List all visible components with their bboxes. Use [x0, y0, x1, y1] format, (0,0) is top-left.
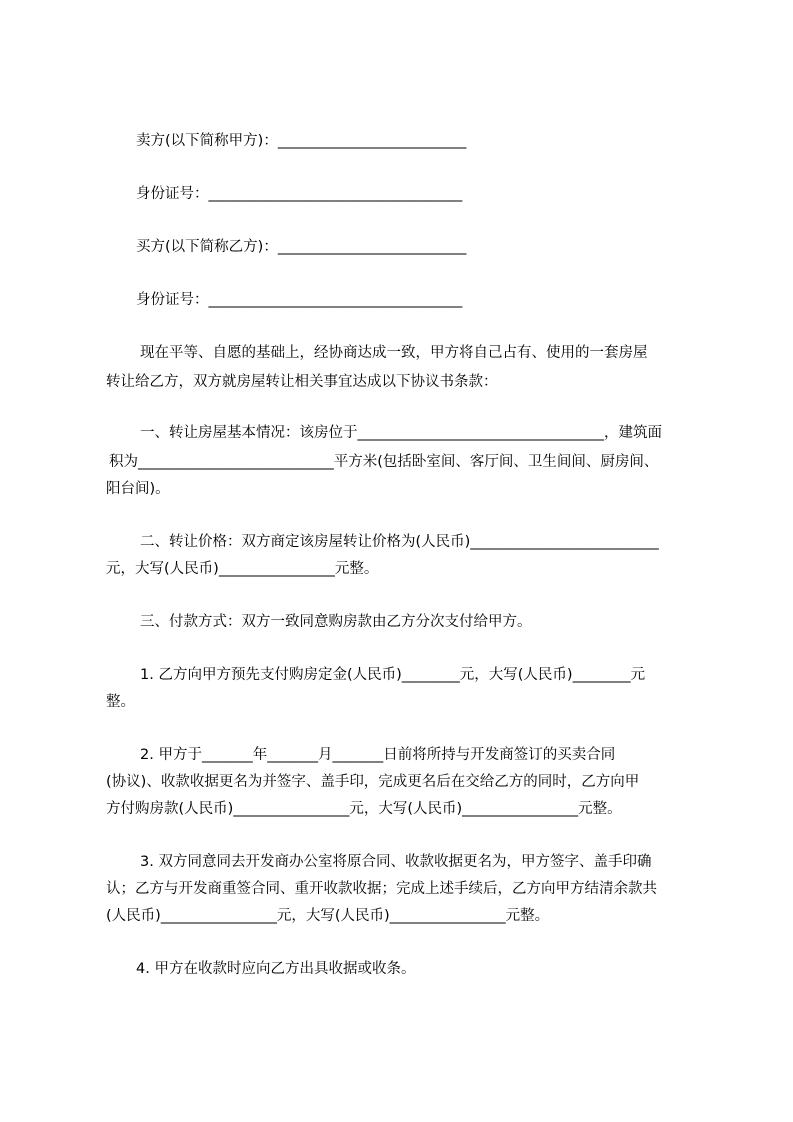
clause-1-line-2: 积为___________________________平方米(包括卧室间、客厅间、卫生间间、厨房间、	[109, 454, 659, 470]
payment-2-line-3: 方付购房款(人民币)________________元，大写(人民币)________________元整。	[106, 801, 622, 817]
payment-2-line-1: 2. 甲方于_______年_______月_______日前将所持与开发商签订的买卖合同	[140, 747, 616, 763]
payment-1-line-1: 1. 乙方向甲方预先支付购房定金(人民币)________元，大写(人民币)________元	[140, 667, 646, 683]
payment-3-line-1: 3. 双方同意同去开发商办公室将原合同、收款收据更名为，甲方签字、盖手印确	[140, 854, 652, 870]
payment-4-line: 4. 甲方在收款时应向乙方出具收据或收条。	[136, 961, 416, 977]
clause-3-heading: 三、付款方式：双方一致同意购房款由乙方分次支付给甲方。	[140, 614, 532, 630]
payment-1-line-2: 整。	[106, 694, 135, 710]
intro-line-1: 现在平等、自愿的基础上，经协商达成一致，甲方将自己占有、使用的一套房屋	[140, 345, 648, 361]
seller-id-line: 身份证号：___________________________________	[136, 186, 463, 202]
payment-3-line-2: 认；乙方与开发商重签合同、重开收款收据；完成上述手续后，乙方向甲方结清余款共	[106, 881, 657, 897]
clause-2-line-1: 二、转让价格：双方商定该房屋转让价格为(人民币)__________________________	[140, 534, 659, 550]
payment-3-line-3: (人民币)________________元，大写(人民币)________________元整。	[106, 908, 550, 924]
buyer-id-line: 身份证号：___________________________________	[136, 292, 463, 308]
payment-2-line-2: (协议)、收款收据更名为并签字、盖手印，完成更名后在交给乙方的同时，乙方向甲	[106, 774, 640, 790]
seller-line: 卖方(以下简称甲方)：__________________________	[136, 133, 467, 149]
intro-line-2: 转让给乙方，双方就房屋转让相关事宜达成以下协议书条款：	[106, 374, 498, 390]
clause-1-line-1: 一、转让房屋基本情况：该房位于__________________________________，建筑面	[140, 425, 662, 441]
clause-2-line-2: 元，大写(人民币)________________元整。	[106, 561, 379, 577]
buyer-line: 买方(以下简称乙方)：__________________________	[136, 239, 467, 255]
clause-1-line-3: 阳台间)。	[106, 481, 170, 497]
